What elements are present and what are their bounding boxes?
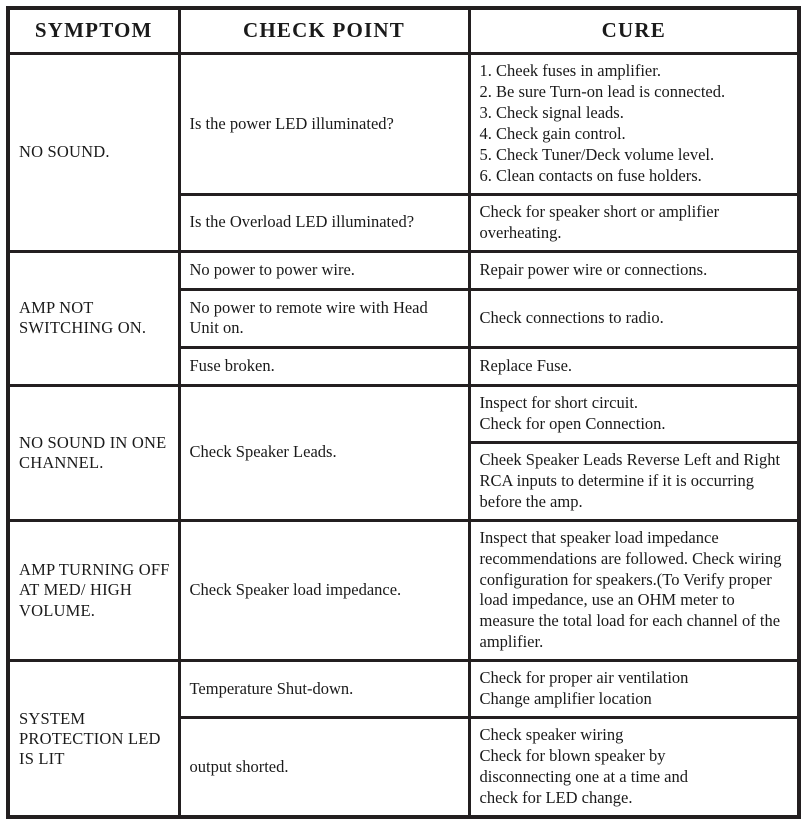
check-point-cell: Temperature Shut-down. [179,661,469,718]
cure-cell [469,348,799,386]
table-row [8,520,799,661]
symptom-cell: SYSTEM PROTECTION LED IS LIT [8,661,179,817]
cure-paragraph: Check connections to radio. [479,307,664,327]
cure-paragraph: Inspect that speaker load impedance recommendations are followed. Check wiring configuration for speakers.(To Verify proper load impedance, use an OHM meter to measure the total load for each channel of the amplifier. [479,527,782,652]
check-point-cell: No power to remote wire with Head Unit on. [179,289,469,348]
cure-line: Check for blown speaker by [479,746,666,766]
cure-paragraph: Check for speaker short or amplifier overheating. [479,201,720,242]
cure-line: Change amplifier location [479,689,652,709]
cure-paragraph: Replace Fuse. [479,355,573,375]
table-row [8,54,799,195]
cure-list-item: 2. Be sure Turn-on lead is connected. [479,82,726,102]
check-point-cell: Check Speaker load impedance. [179,520,469,661]
cure-cell [469,661,799,718]
check-point-cell: Is the power LED illuminated? [179,54,469,195]
column-header-symptom: SYMPTOM [8,8,179,54]
cure-cell [469,385,799,442]
check-point-cell: No power to power wire. [179,251,469,289]
table-row [8,385,799,442]
symptom-cell: AMP NOT SWITCHING ON. [8,251,179,385]
cure-cell [469,251,799,289]
cure-line: check for LED change. [479,788,633,808]
cure-line: disconnecting one at a time and [479,767,688,787]
cure-cell [469,718,799,817]
cure-cell [469,520,799,661]
check-point-cell: output shorted. [179,718,469,817]
check-point-cell: Is the Overload LED illuminated? [179,194,469,251]
table-row [8,251,799,289]
symptom-cell: NO SOUND IN ONE CHANNEL. [8,385,179,520]
cure-line: Inspect for short circuit. [479,392,639,412]
cure-list-item: 1. Cheek fuses in amplifier. [479,61,661,81]
table-row [8,661,799,718]
cure-list-item: 5. Check Tuner/Deck volume level. [479,144,715,164]
cure-paragraph: Repair power wire or connections. [479,259,708,279]
cure-line: Check for proper air ventilation [479,668,689,688]
cure-line: Check for open Connection. [479,413,666,433]
symptom-cell: AMP TURNING OFF AT MED/ HIGH VOLUME. [8,520,179,661]
symptom-cell: NO SOUND. [8,54,179,252]
cure-cell [469,442,799,520]
table-header [8,8,799,54]
header-row [8,8,799,54]
cure-cell [469,289,799,348]
cure-list-item: 4. Check gain control. [479,123,626,143]
cure-paragraph: Cheek Speaker Leads Reverse Left and Right RCA inputs to determine if it is occurring before the amp. [479,449,781,511]
troubleshooting-table [6,6,801,819]
check-point-cell: Fuse broken. [179,348,469,386]
cure-list-item: 3. Check signal leads. [479,103,624,122]
cure-line: Check speaker wiring [479,725,624,745]
cure-list-item: 6. Clean contacts on fuse holders. [479,165,702,185]
table-body [8,54,799,817]
column-header-check-point: CHECK POINT [179,8,469,54]
cure-numbered-list [480,61,789,187]
column-header-cure: CURE [469,8,799,54]
check-point-cell: Check Speaker Leads. [179,385,469,520]
cure-cell [469,194,799,251]
cure-cell [469,54,799,195]
